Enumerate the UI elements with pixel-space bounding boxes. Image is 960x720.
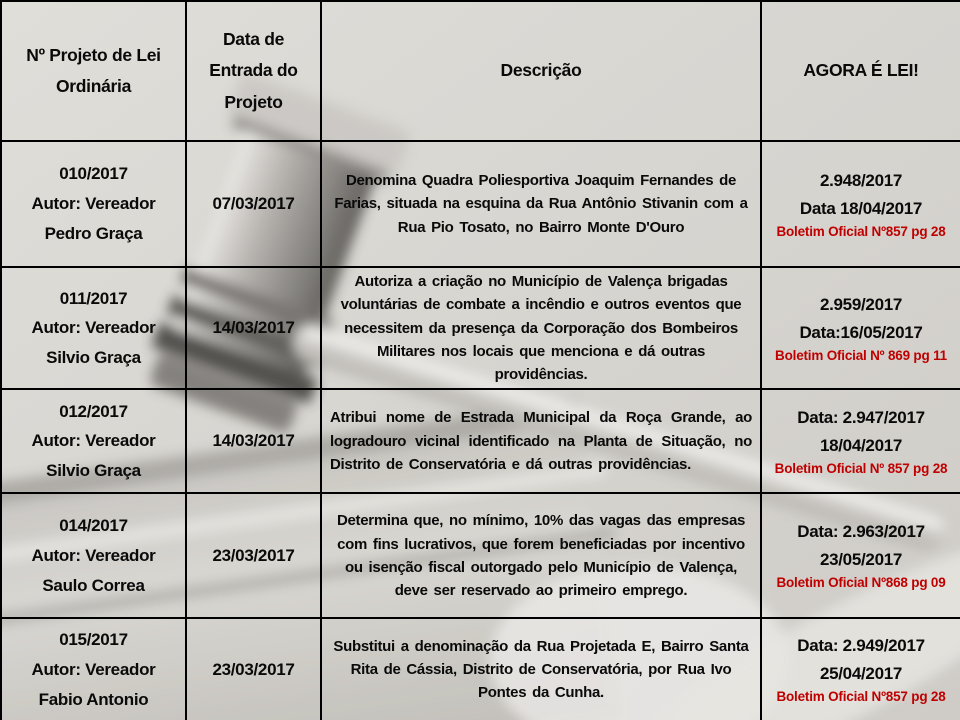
projeto-cell xyxy=(1,493,186,618)
autor-nome: Pedro Graça xyxy=(44,223,143,243)
descricao-cell: Determina que, no mínimo, 10% das vagas das empresas com fins lucrativos, que forem beneficiadas por incentivo ou isenção fiscal outorgado pelo Município de Valença, deve ser reservado ao primeiro emprego. xyxy=(321,493,761,618)
autor-label: Autor: Vereador xyxy=(31,431,156,451)
descricao-cell: Denomina Quadra Poliesportiva Joaquim Fernandes de Farias, situada na esquina da Rua Antônio Stivanin com a Rua Pio Tosato, no Bairro Monte D'Ouro xyxy=(321,141,761,267)
table-row xyxy=(1,389,960,493)
descricao-cell: Substitui a denominação da Rua Projetada E, Bairro Santa Rita de Cássia, Distrito de Conservatória, por Rua Ivo Pontes da Cunha. xyxy=(321,618,761,720)
table-row xyxy=(1,493,960,618)
descricao-cell: Autoriza a criação no Município de Valença brigadas voluntárias de combate a incêndio e outros eventos que necessitem da presença da Corporação dos Bombeiros Militares nos locais que menciona e dá outras providências. xyxy=(321,267,761,389)
projeto-numero: 014/2017 xyxy=(59,516,128,536)
lei-data: Data 18/04/2017 xyxy=(799,198,923,218)
projeto-cell xyxy=(1,618,186,720)
data-entrada-cell: 23/03/2017 xyxy=(186,618,321,720)
autor-label: Autor: Vereador xyxy=(31,545,156,565)
boletim-oficial: Boletim Oficial Nº868 pg 09 xyxy=(776,575,946,591)
lei-numero: Data: 2.963/2017 xyxy=(797,522,925,542)
projeto-numero: 010/2017 xyxy=(59,164,128,184)
boletim-oficial: Boletim Oficial Nº857 pg 28 xyxy=(776,689,946,705)
boletim-oficial: Boletim Oficial Nº857 pg 28 xyxy=(776,223,946,239)
autor-label: Autor: Vereador xyxy=(31,194,156,214)
table-row xyxy=(1,267,960,389)
projeto-numero: 012/2017 xyxy=(59,401,128,421)
autor-label: Autor: Vereador xyxy=(31,318,156,338)
table-row xyxy=(1,618,960,720)
projeto-cell xyxy=(1,141,186,267)
table-row xyxy=(1,141,960,267)
autor-nome: Silvio Graça xyxy=(46,461,141,481)
projeto-cell xyxy=(1,267,186,389)
lei-cell xyxy=(761,389,960,493)
boletim-oficial: Boletim Oficial Nº 857 pg 28 xyxy=(774,460,948,476)
header-agora-e-lei: AGORA É LEI! xyxy=(761,1,960,141)
projeto-cell xyxy=(1,389,186,493)
lei-cell xyxy=(761,267,960,389)
projeto-numero: 015/2017 xyxy=(59,630,128,650)
lei-numero: Data: 2.949/2017 xyxy=(797,636,925,656)
autor-nome: Saulo Correa xyxy=(42,575,145,595)
projeto-numero: 011/2017 xyxy=(59,288,128,308)
header-descricao: Descrição xyxy=(321,1,761,141)
lei-data: 18/04/2017 xyxy=(819,435,903,455)
lei-cell xyxy=(761,493,960,618)
lei-data: Data:16/05/2017 xyxy=(799,322,923,342)
lei-cell xyxy=(761,618,960,720)
header-row xyxy=(1,1,960,141)
autor-nome: Silvio Graça xyxy=(46,348,141,367)
autor-label: Autor: Vereador xyxy=(31,659,156,679)
boletim-oficial: Boletim Oficial Nº 869 pg 11 xyxy=(775,347,947,363)
header-projeto: Nº Projeto de Lei Ordinária xyxy=(1,1,186,141)
data-entrada-cell: 14/03/2017 xyxy=(186,267,321,389)
lei-cell xyxy=(761,141,960,267)
autor-nome: Fabio Antonio xyxy=(38,689,149,709)
descricao-cell: Atribui nome de Estrada Municipal da Roça Grande, ao logradouro vicinal identificado na Planta de Situação, no Distrito de Conservatória e dá outras providências. xyxy=(321,389,761,493)
data-entrada-cell: 07/03/2017 xyxy=(186,141,321,267)
lei-numero: 2.959/2017 xyxy=(819,294,903,314)
data-entrada-cell: 14/03/2017 xyxy=(186,389,321,493)
lei-numero: Data: 2.947/2017 xyxy=(797,407,925,427)
lei-data: 23/05/2017 xyxy=(819,550,903,570)
lei-numero: 2.948/2017 xyxy=(819,170,903,190)
header-data-entrada: Data de Entrada do Projeto xyxy=(186,1,321,141)
lei-data: 25/04/2017 xyxy=(819,664,903,684)
data-entrada-cell: 23/03/2017 xyxy=(186,493,321,618)
